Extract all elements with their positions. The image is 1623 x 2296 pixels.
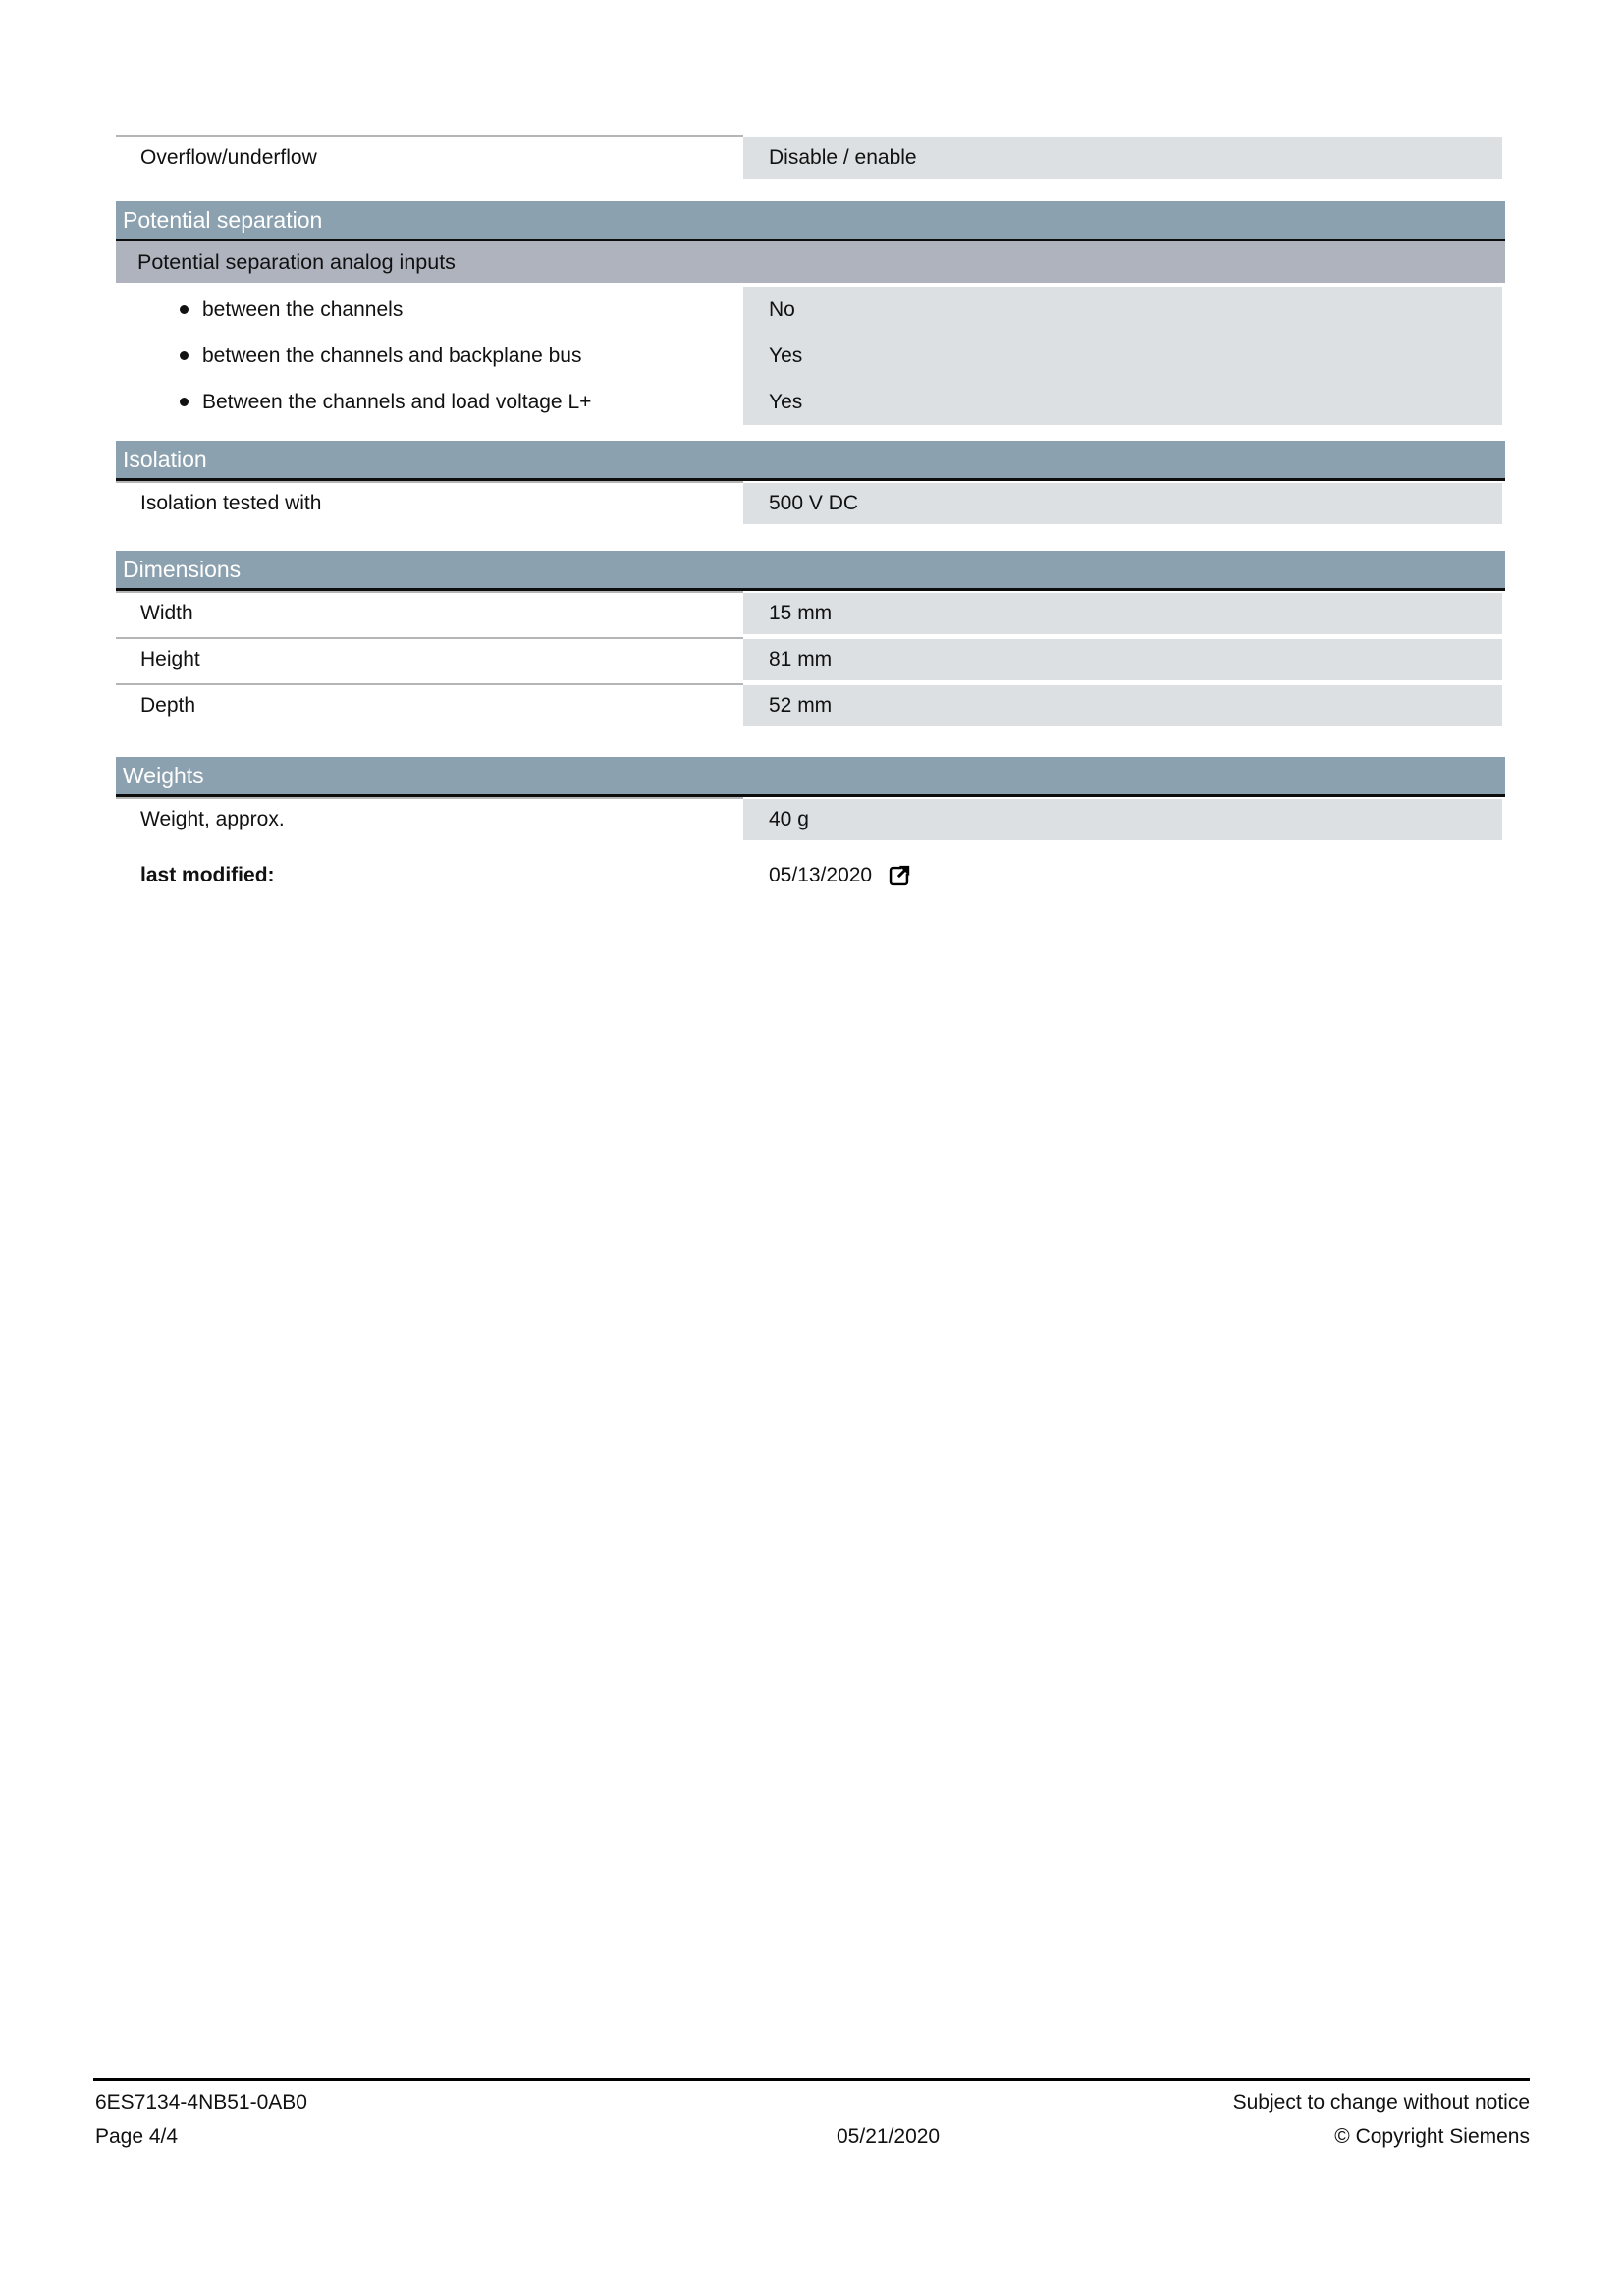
footer-left (95, 2085, 307, 2154)
spec-value-text: 500 V DC (769, 492, 859, 514)
spec-label (116, 481, 743, 524)
spec-value-text: 15 mm (769, 602, 833, 624)
spec-label (116, 287, 743, 333)
last-modified-label: last modified: (140, 864, 275, 886)
spec-value (743, 333, 1502, 379)
spec-value (743, 639, 1502, 680)
spec-label (116, 591, 743, 634)
last-modified-row (116, 859, 1505, 892)
table-row (116, 379, 1505, 425)
section-title: Dimensions (123, 556, 242, 582)
table-row (116, 683, 1505, 729)
spec-label (116, 797, 743, 840)
section-header-isolation (116, 441, 1505, 481)
spec-label (116, 683, 743, 726)
table-row (116, 333, 1505, 379)
copyright: © Copyright Siemens (1334, 2125, 1530, 2148)
page-footer (93, 2078, 1530, 2148)
spec-label (116, 135, 743, 179)
last-modified-value (743, 863, 912, 889)
external-link-icon[interactable] (886, 863, 912, 889)
spec-label-text: Width (140, 602, 193, 624)
spec-value (743, 685, 1502, 726)
spec-label (116, 637, 743, 680)
spec-table (116, 0, 1505, 892)
spec-label (116, 379, 743, 425)
table-row (116, 481, 1505, 527)
spec-value-text: 52 mm (769, 694, 833, 717)
subsection-header-analog-inputs (116, 241, 1505, 283)
spec-value-text: Yes (769, 344, 803, 367)
spec-value-text: 81 mm (769, 648, 833, 670)
spec-value (743, 287, 1502, 333)
table-row (116, 135, 1505, 182)
footer-date: 05/21/2020 (837, 2125, 941, 2148)
spec-value (743, 379, 1502, 425)
article-number: 6ES7134-4NB51-0AB0 (95, 2091, 307, 2113)
spec-label-text: Between the channels and load voltage L+ (202, 390, 592, 413)
section-header-weights (116, 757, 1505, 797)
spec-label-text: Height (140, 648, 200, 670)
bullet-icon (180, 398, 189, 406)
section-title: Isolation (123, 446, 207, 472)
page-number: Page 4/4 (95, 2125, 179, 2148)
subsection-title: Potential separation analog inputs (137, 249, 456, 274)
table-row (116, 287, 1505, 333)
last-modified-date[interactable]: 05/13/2020 (769, 864, 873, 886)
footer-right (1233, 2085, 1530, 2154)
spec-label-text: between the channels and backplane bus (202, 344, 582, 367)
table-row (116, 797, 1505, 843)
spec-label-text: Depth (140, 694, 196, 717)
spec-label-text: Isolation tested with (140, 492, 322, 514)
spec-value (743, 483, 1502, 524)
spec-value (743, 137, 1502, 179)
section-title: Potential separation (123, 206, 323, 233)
spec-value (743, 593, 1502, 634)
spec-label-text: Overflow/underflow (140, 146, 317, 169)
spec-value (743, 799, 1502, 840)
bullet-icon (180, 351, 189, 360)
section-header-potential-separation (116, 201, 1505, 241)
change-notice: Subject to change without notice (1232, 2091, 1530, 2113)
table-row (116, 591, 1505, 637)
spec-label-text: Weight, approx. (140, 808, 285, 830)
section-title: Weights (123, 762, 204, 788)
spec-value-text: Yes (769, 390, 803, 413)
spec-label (116, 333, 743, 379)
spec-value-text: Disable / enable (769, 146, 917, 169)
table-row (116, 637, 1505, 683)
spec-label-text: between the channels (202, 297, 404, 321)
spec-value-text: No (769, 297, 795, 321)
section-header-dimensions (116, 551, 1505, 591)
spec-value-text: 40 g (769, 808, 809, 830)
bullet-icon (180, 305, 189, 314)
